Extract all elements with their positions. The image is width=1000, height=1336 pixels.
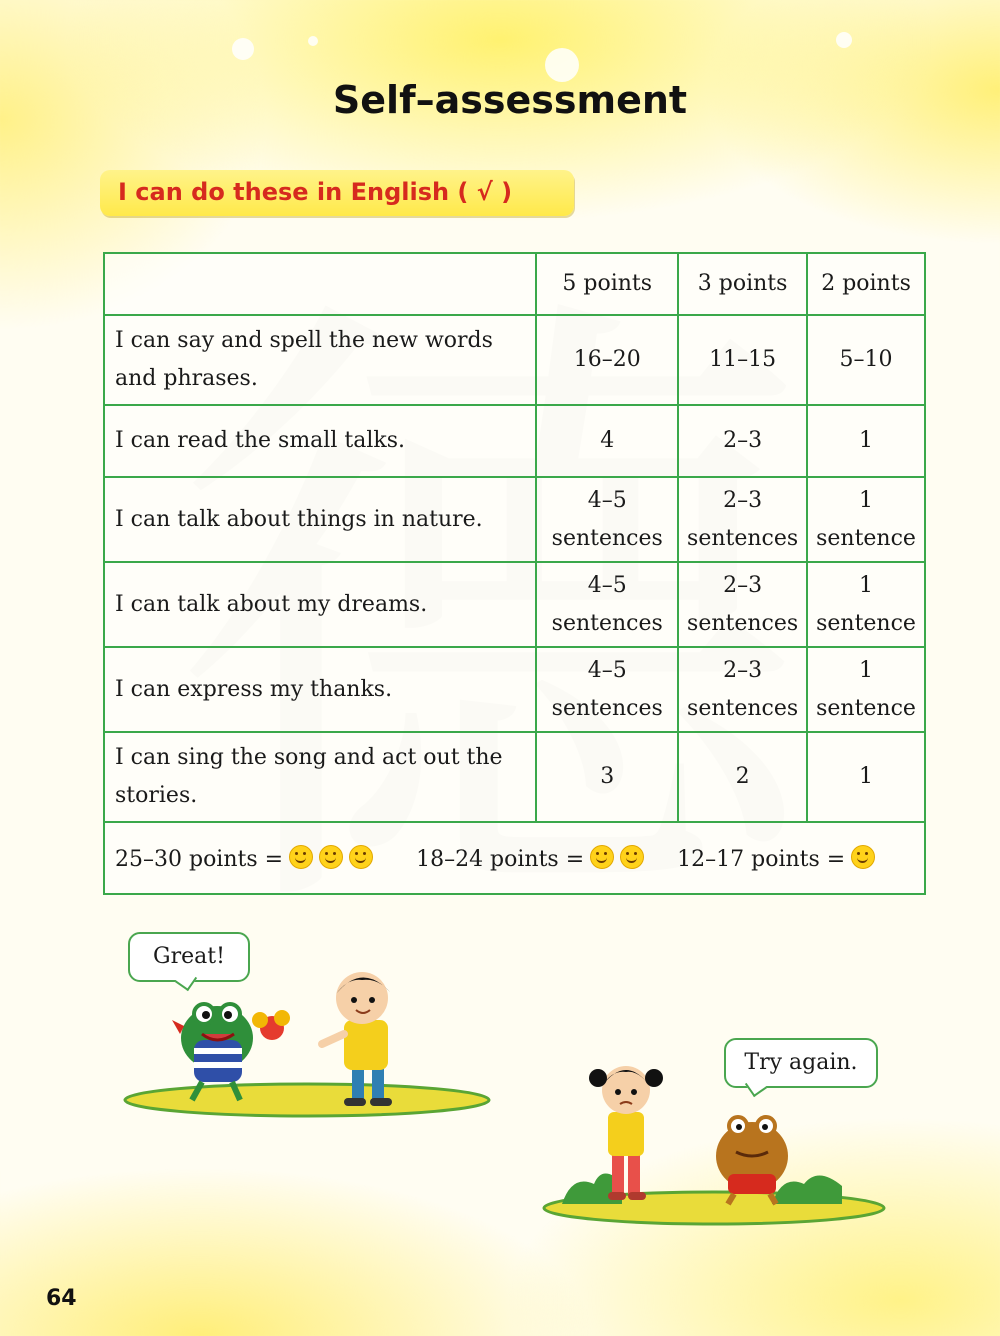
value-cell: 1 sentence — [807, 647, 925, 732]
page-title: Self–assessment — [332, 78, 688, 122]
value-cell: 2–3 sentences — [678, 647, 807, 732]
smiley-icon — [349, 845, 373, 869]
value-cell: 4–5 sentences — [536, 647, 678, 732]
frog-and-boy-illustration — [122, 948, 502, 1118]
value-cell: 11–15 — [678, 315, 807, 405]
bubble-text: Try again. — [744, 1050, 858, 1075]
legend-item: 12–17 points = — [677, 847, 875, 872]
statement-cell: I can express my thanks. — [104, 647, 536, 732]
header-cell: 3 points — [678, 253, 807, 315]
value-cell: 1 sentence — [807, 477, 925, 562]
bubble-text: Great! — [153, 944, 225, 969]
table-header-row — [104, 253, 925, 315]
smiley-icon — [590, 845, 614, 869]
sparkle-decoration — [836, 32, 852, 48]
section-banner — [100, 170, 574, 216]
smiley-icon — [319, 845, 343, 869]
legend-item: 25–30 points = — [115, 847, 373, 872]
header-cell: 2 points — [807, 253, 925, 315]
table-row — [104, 647, 925, 732]
legend-cell — [104, 822, 925, 894]
header-cell: 5 points — [536, 253, 678, 315]
smiley-icon — [289, 845, 313, 869]
table-row — [104, 315, 925, 405]
grass-patch — [125, 1084, 489, 1116]
statement-cell: I can sing the song and act out the stories. — [104, 732, 536, 822]
table-row — [104, 732, 925, 822]
value-cell: 1 — [807, 732, 925, 822]
sparkle-decoration — [308, 36, 318, 46]
value-cell: 2 — [678, 732, 807, 822]
legend-row — [104, 822, 925, 894]
statement-cell: I can read the small talks. — [104, 405, 536, 477]
statement-cell: I can talk about things in nature. — [104, 477, 536, 562]
smiley-icon — [620, 845, 644, 869]
value-cell: 1 sentence — [807, 562, 925, 647]
value-cell: 4 — [536, 405, 678, 477]
legend-item: 18–24 points = — [416, 847, 644, 872]
table-row — [104, 405, 925, 477]
value-cell: 1 — [807, 405, 925, 477]
value-cell: 2–3 — [678, 405, 807, 477]
table-row — [104, 477, 925, 562]
value-cell: 2–3 sentences — [678, 562, 807, 647]
value-cell: 2–3 sentences — [678, 477, 807, 562]
sparkle-decoration — [232, 38, 254, 60]
value-cell: 4–5 sentences — [536, 562, 678, 647]
smiley-icon — [851, 845, 875, 869]
girl-and-toad-illustration — [542, 1046, 892, 1226]
statement-cell: I can say and spell the new words and phrases. — [104, 315, 536, 405]
value-cell: 4–5 sentences — [536, 477, 678, 562]
statement-cell: I can talk about my dreams. — [104, 562, 536, 647]
header-cell — [104, 253, 536, 315]
banner-label: I can do these in English ( √ ) — [118, 178, 513, 206]
value-cell: 5–10 — [807, 315, 925, 405]
value-cell: 3 — [536, 732, 678, 822]
sparkle-decoration — [545, 48, 579, 82]
table-row — [104, 562, 925, 647]
value-cell: 16–20 — [536, 315, 678, 405]
assessment-table — [103, 252, 926, 895]
page-number: 64 — [46, 1286, 77, 1311]
